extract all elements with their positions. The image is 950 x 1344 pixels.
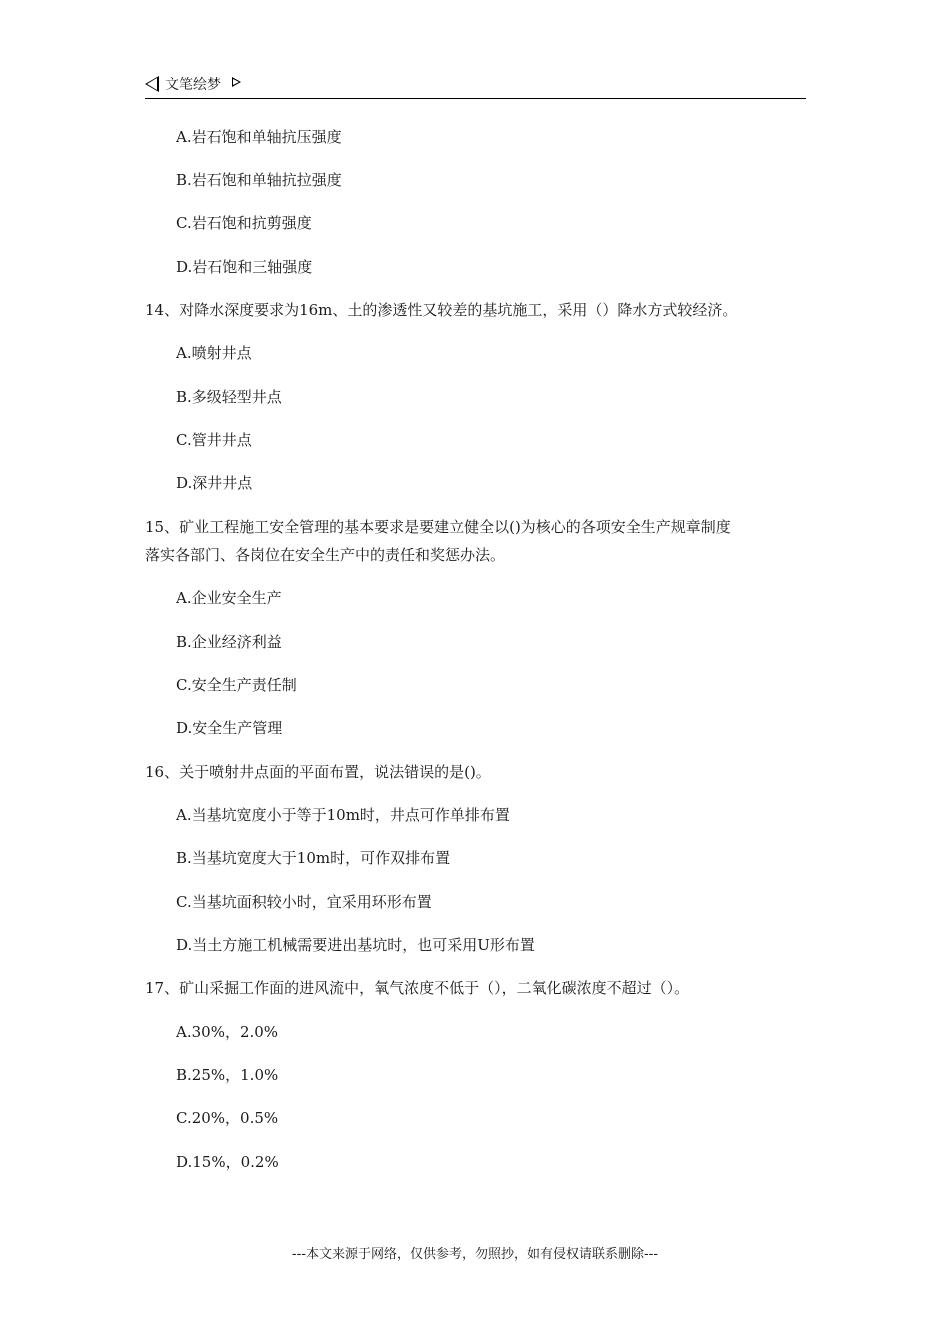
option-line: B.企业经济利益 <box>176 633 282 651</box>
question-14: 14、对降水深度要求为16m、土的渗透性又较差的基坑施工，采用（）降水方式较经济。 <box>145 301 738 319</box>
question-15: 15、矿业工程施工安全管理的基本要求是要建立健全以()为核心的各项安全生产规章制度 <box>145 518 731 536</box>
option-line: A.当基坑宽度小于等于10m时，井点可作单排布置 <box>176 806 510 824</box>
option-line: A.企业安全生产 <box>176 589 282 607</box>
right-triangle-icon <box>232 77 241 87</box>
left-triangle-icon <box>145 76 159 92</box>
option-line: C.管井井点 <box>176 431 252 449</box>
header-title: 文笔绘梦 <box>165 77 221 93</box>
option-line: D.安全生产管理 <box>176 719 283 737</box>
option-line: B.当基坑宽度大于10m时，可作双排布置 <box>176 849 451 867</box>
option-line: B.多级轻型井点 <box>176 388 282 406</box>
option-line: C.20%，0.5% <box>176 1109 279 1127</box>
option-line: B.25%，1.0% <box>176 1066 279 1084</box>
option-line: D.深井井点 <box>176 474 253 492</box>
option-line: B.岩石饱和单轴抗拉强度 <box>176 171 342 189</box>
option-line: A.30%，2.0% <box>176 1023 279 1041</box>
question-16: 16、关于喷射井点面的平面布置，说法错误的是()。 <box>145 763 491 781</box>
option-line: D.当土方施工机械需要进出基坑时，也可采用U形布置 <box>176 936 535 954</box>
option-line: A.喷射井点 <box>176 344 252 362</box>
option-line: C.当基坑面积较小时，宜采用环形布置 <box>176 893 432 911</box>
page-header <box>145 74 806 99</box>
question-17: 17、矿山采掘工作面的进风流中，氧气浓度不低于（），二氧化碳浓度不超过（）。 <box>145 979 690 997</box>
question-15-continued: 落实各部门、各岗位在安全生产中的责任和奖惩办法。 <box>145 546 506 564</box>
option-line: C.岩石饱和抗剪强度 <box>176 214 312 232</box>
option-line: D.15%，0.2% <box>176 1153 279 1171</box>
footer-disclaimer: ---本文来源于网络，仅供参考，勿照抄，如有侵权请联系删除--- <box>291 1247 659 1262</box>
option-line: C.安全生产责任制 <box>176 676 297 694</box>
option-line: A.岩石饱和单轴抗压强度 <box>176 128 342 146</box>
option-line: D.岩石饱和三轴强度 <box>176 258 313 276</box>
